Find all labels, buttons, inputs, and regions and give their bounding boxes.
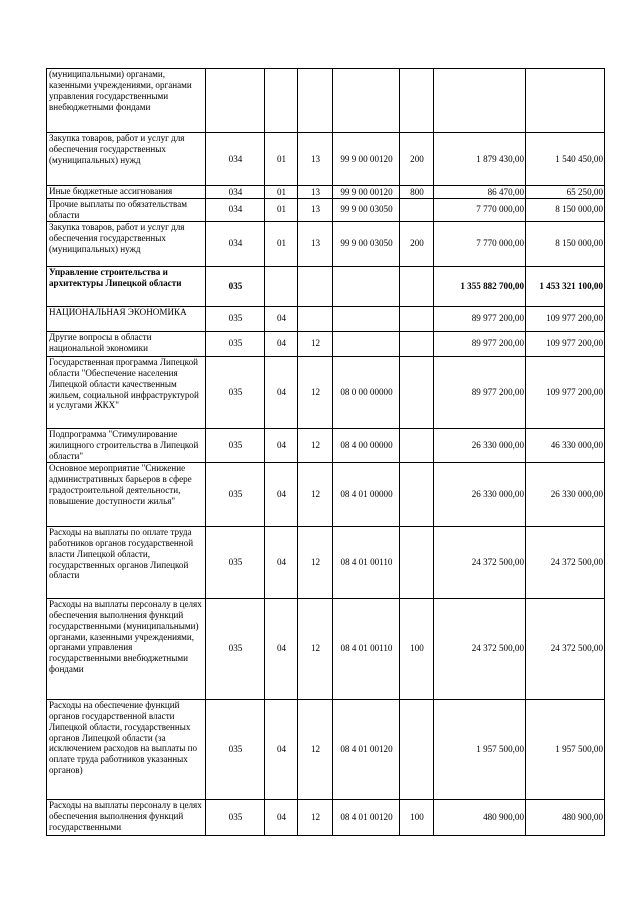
expense-type-cell (400, 526, 434, 598)
table-row (47, 199, 605, 222)
amount-year2-cell: 8 150 000,00 (526, 199, 605, 222)
ministry-code-cell: 034 (206, 186, 265, 199)
expense-name-cell: Государственная программа Липецкой области "Обеспечение населения Липецкой области качественным жильем, социальной инфраструктурой и услугами ЖКХ" (47, 356, 206, 428)
section-code-cell: 04 (265, 699, 298, 799)
amount-year2-cell: 24 372 500,00 (526, 526, 605, 598)
amount-year2-cell: 480 900,00 (526, 799, 605, 835)
expense-type-cell: 200 (400, 133, 434, 186)
subsection-code-cell: 13 (298, 133, 333, 186)
amount-year2-cell: 1 540 450,00 (526, 133, 605, 186)
amount-year1-cell: 26 330 000,00 (434, 428, 526, 462)
expense-name-cell: Прочие выплаты по обязательствам области (47, 199, 206, 222)
target-article-cell: 99 9 00 00120 (333, 186, 400, 199)
amount-year2-cell: 1 453 321 100,00 (526, 266, 605, 306)
target-article-cell: 99 9 00 00120 (333, 133, 400, 186)
expense-name-cell: Подпрограмма "Стимулирование жилищного строительства в Липецкой области" (47, 428, 206, 462)
ministry-code-cell: 035 (206, 699, 265, 799)
subsection-code-cell: 13 (298, 186, 333, 199)
expense-type-cell: 800 (400, 186, 434, 199)
table-row (47, 356, 605, 428)
table-row (47, 186, 605, 199)
expense-name-cell: Расходы на выплаты персоналу в целях обеспечения выполнения функций государственными (47, 799, 206, 835)
budget-table-body (47, 69, 605, 836)
amount-year1-cell: 7 770 000,00 (434, 221, 526, 266)
section-code-cell: 01 (265, 199, 298, 222)
ministry-code-cell: 035 (206, 598, 265, 699)
subsection-code-cell: 13 (298, 221, 333, 266)
ministry-code-cell: 035 (206, 428, 265, 462)
ministry-code-cell: 034 (206, 133, 265, 186)
expense-name-cell: НАЦИОНАЛЬНАЯ ЭКОНОМИКА (47, 306, 206, 331)
table-row (47, 266, 605, 306)
target-article-cell (333, 331, 400, 356)
expense-name-cell: Закупка товаров, работ и услуг для обеспечения государственных (муниципальных) нужд (47, 133, 206, 186)
expense-type-cell (400, 699, 434, 799)
subsection-code-cell: 12 (298, 526, 333, 598)
table-row (47, 331, 605, 356)
section-code-cell: 01 (265, 133, 298, 186)
expense-name-cell: Расходы на обеспечение функций органов государственной власти Липецкой области, государственных органов Липецкой области (за исключением расходов на выплаты по оплате труда работников указанных органов) (47, 699, 206, 799)
expense-type-cell (400, 331, 434, 356)
amount-year1-cell: 480 900,00 (434, 799, 526, 835)
subsection-code-cell: 12 (298, 428, 333, 462)
target-article-cell: 99 9 00 03050 (333, 221, 400, 266)
table-row (47, 306, 605, 331)
expense-name-cell: Расходы на выплаты по оплате труда работников органов государственной власти Липецкой области, государственных органов Липецкой области (47, 526, 206, 598)
section-code-cell (265, 266, 298, 306)
amount-year2-cell: 26 330 000,00 (526, 462, 605, 526)
budget-table (46, 68, 605, 836)
target-article-cell: 99 9 00 03050 (333, 199, 400, 222)
target-article-cell: 08 4 01 00000 (333, 462, 400, 526)
amount-year1-cell: 89 977 200,00 (434, 306, 526, 331)
section-code-cell: 04 (265, 799, 298, 835)
ministry-code-cell: 035 (206, 331, 265, 356)
ministry-code-cell: 035 (206, 356, 265, 428)
expense-name-cell: Иные бюджетные ассигнования (47, 186, 206, 199)
ministry-code-cell (206, 69, 265, 133)
subsection-code-cell: 12 (298, 462, 333, 526)
target-article-cell: 08 4 01 00120 (333, 699, 400, 799)
ministry-code-cell: 034 (206, 199, 265, 222)
amount-year1-cell (434, 69, 526, 133)
target-article-cell: 08 4 01 00120 (333, 799, 400, 835)
amount-year1-cell: 89 977 200,00 (434, 331, 526, 356)
section-code-cell: 04 (265, 462, 298, 526)
subsection-code-cell: 12 (298, 699, 333, 799)
section-code-cell: 04 (265, 428, 298, 462)
target-article-cell: 08 0 00 00000 (333, 356, 400, 428)
target-article-cell: 08 4 01 00110 (333, 526, 400, 598)
target-article-cell (333, 306, 400, 331)
expense-type-cell: 100 (400, 598, 434, 699)
expense-type-cell (400, 199, 434, 222)
amount-year2-cell: 1 957 500,00 (526, 699, 605, 799)
section-code-cell: 04 (265, 356, 298, 428)
table-row (47, 526, 605, 598)
ministry-code-cell: 035 (206, 266, 265, 306)
expense-name-cell: Расходы на выплаты персоналу в целях обеспечения выполнения функций государственными (муниципальными) органами, казенными учреждениями, органами управления государственными внебюджетными фондами (47, 598, 206, 699)
amount-year2-cell: 46 330 000,00 (526, 428, 605, 462)
section-code-cell: 01 (265, 186, 298, 199)
table-row (47, 69, 605, 133)
table-row (47, 699, 605, 799)
expense-name-cell: Управление строительства и архитектуры Липецкой области (47, 266, 206, 306)
expense-type-cell (400, 462, 434, 526)
amount-year1-cell: 1 355 882 700,00 (434, 266, 526, 306)
expense-name-cell: Основное мероприятие "Снижение административных барьеров в сфере градостроительной деятельности, повышение доступности жилья" (47, 462, 206, 526)
subsection-code-cell: 12 (298, 799, 333, 835)
table-row (47, 428, 605, 462)
amount-year2-cell (526, 69, 605, 133)
target-article-cell (333, 69, 400, 133)
amount-year2-cell: 109 977 200,00 (526, 356, 605, 428)
section-code-cell: 04 (265, 306, 298, 331)
amount-year2-cell: 8 150 000,00 (526, 221, 605, 266)
section-code-cell: 04 (265, 526, 298, 598)
section-code-cell (265, 69, 298, 133)
section-code-cell: 04 (265, 598, 298, 699)
subsection-code-cell: 13 (298, 199, 333, 222)
ministry-code-cell: 035 (206, 526, 265, 598)
expense-type-cell (400, 69, 434, 133)
target-article-cell: 08 4 00 00000 (333, 428, 400, 462)
table-row (47, 221, 605, 266)
subsection-code-cell: 12 (298, 331, 333, 356)
table-row (47, 598, 605, 699)
amount-year1-cell: 86 470,00 (434, 186, 526, 199)
expense-type-cell: 200 (400, 221, 434, 266)
ministry-code-cell: 035 (206, 306, 265, 331)
expense-type-cell: 100 (400, 799, 434, 835)
amount-year2-cell: 24 372 500,00 (526, 598, 605, 699)
table-row (47, 799, 605, 835)
table-row (47, 462, 605, 526)
expense-type-cell (400, 266, 434, 306)
ministry-code-cell: 034 (206, 221, 265, 266)
expense-name-cell: Другие вопросы в области национальной экономики (47, 331, 206, 356)
amount-year1-cell: 1 957 500,00 (434, 699, 526, 799)
expense-type-cell (400, 306, 434, 331)
amount-year1-cell: 7 770 000,00 (434, 199, 526, 222)
subsection-code-cell: 12 (298, 356, 333, 428)
ministry-code-cell: 035 (206, 462, 265, 526)
expense-name-cell: (муниципальными) органами, казенными учреждениями, органами управления государственными внебюджетными фондами (47, 69, 206, 133)
amount-year2-cell: 109 977 200,00 (526, 331, 605, 356)
table-row (47, 133, 605, 186)
amount-year2-cell: 65 250,00 (526, 186, 605, 199)
section-code-cell: 01 (265, 221, 298, 266)
expense-type-cell (400, 356, 434, 428)
subsection-code-cell: 12 (298, 598, 333, 699)
target-article-cell: 08 4 01 00110 (333, 598, 400, 699)
expense-name-cell: Закупка товаров, работ и услуг для обеспечения государственных (муниципальных) нужд (47, 221, 206, 266)
subsection-code-cell (298, 266, 333, 306)
amount-year1-cell: 26 330 000,00 (434, 462, 526, 526)
subsection-code-cell (298, 306, 333, 331)
amount-year2-cell: 109 977 200,00 (526, 306, 605, 331)
expense-type-cell (400, 428, 434, 462)
target-article-cell (333, 266, 400, 306)
section-code-cell: 04 (265, 331, 298, 356)
subsection-code-cell (298, 69, 333, 133)
amount-year1-cell: 1 879 430,00 (434, 133, 526, 186)
amount-year1-cell: 24 372 500,00 (434, 598, 526, 699)
ministry-code-cell: 035 (206, 799, 265, 835)
amount-year1-cell: 89 977 200,00 (434, 356, 526, 428)
amount-year1-cell: 24 372 500,00 (434, 526, 526, 598)
